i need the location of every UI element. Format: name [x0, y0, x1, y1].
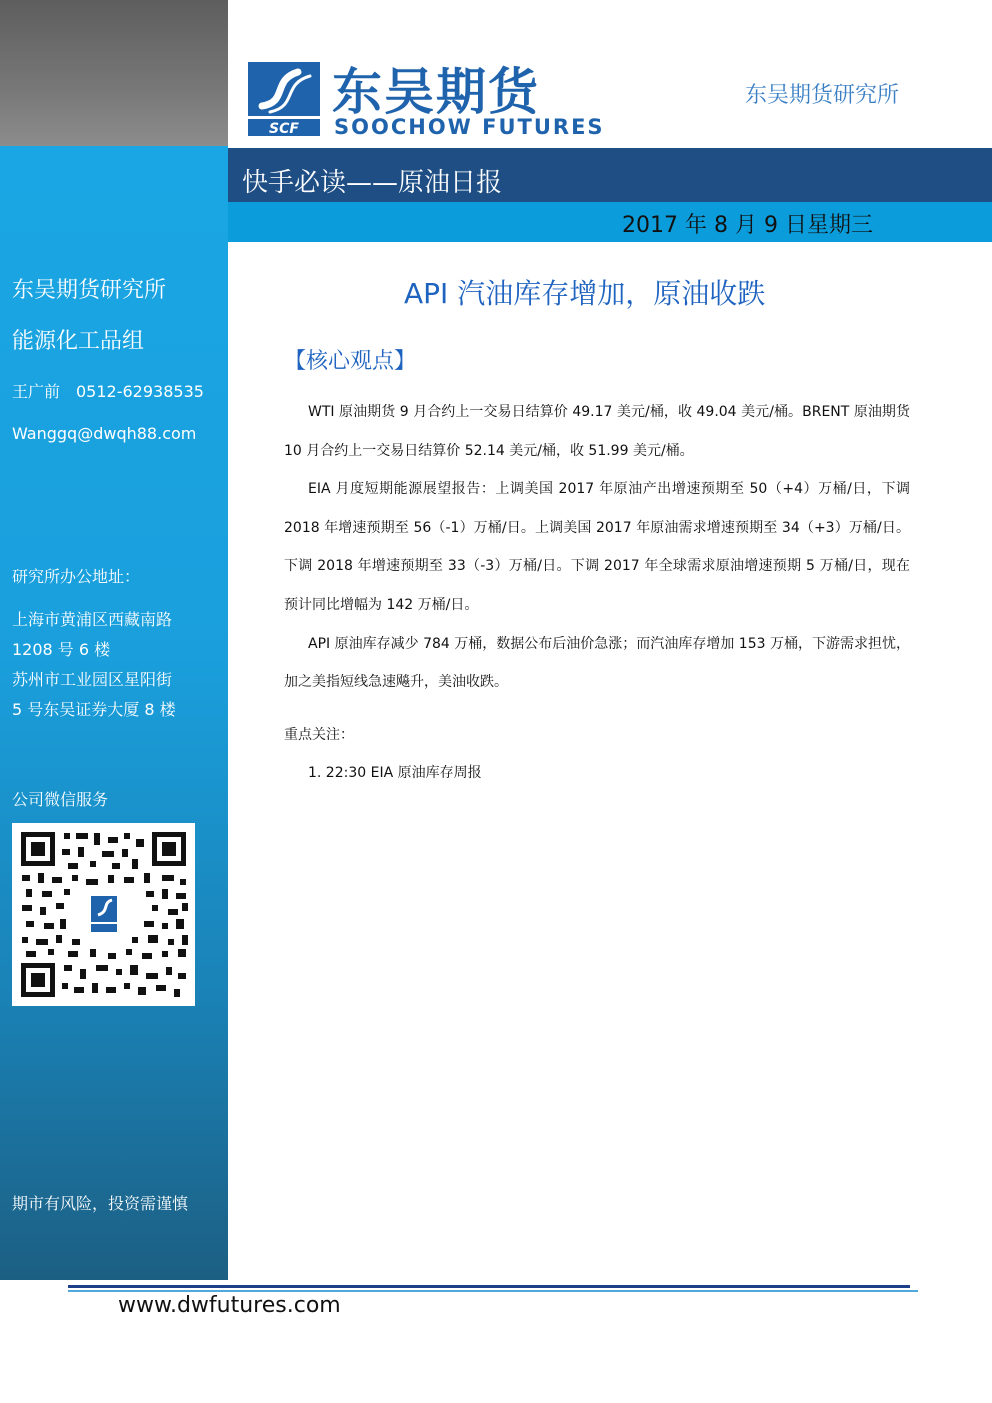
- report-date: 2017 年 8 月 9 日星期三: [622, 213, 873, 238]
- sidebar-top-panel: [0, 0, 228, 146]
- logo-mark-text: SCF: [269, 121, 299, 136]
- report-banner: [228, 148, 992, 202]
- focus-label: 重点关注：: [284, 727, 354, 743]
- company-logo-mark: [248, 62, 320, 136]
- focus-item: 1. 22:30 EIA 原油库存周报: [308, 765, 482, 781]
- sidebar: [0, 146, 228, 1280]
- sidebar-contact-person: 王广前 0512-62938535: [12, 382, 204, 401]
- article-paragraph: EIA 月度短期能源展望报告：上调美国 2017 年原油产出增速预期至 50（+4）万桶/日，下调 2018 年增速预期至 56（-1）万桶/日。上调美国 2017 年原油需求增速预期至 34（+3）万桶/日。下调 2018 年增速预期至 33（-3）万桶/日。下调 2017 年全球需求原油增速预期 5 万桶/日，现在预计同比增幅为 142 万桶/日。: [284, 481, 910, 613]
- wechat-qr-code: [12, 823, 195, 1006]
- article-title: API 汽油库存增加，原油收跌: [404, 277, 766, 310]
- report-series-title: 快手必读——原油日报: [242, 168, 503, 198]
- sidebar-org: 东吴期货研究所: [12, 278, 167, 303]
- article-paragraph: WTI 原油期货 9 月合约上一交易日结算价 49.17 美元/桶，收 49.04 美元/桶。BRENT 原油期货 10 月合约上一交易日结算价 52.14 美元/桶，收 51.99 美元/桶。: [284, 404, 910, 459]
- section-heading-core-view: 【核心观点】: [284, 349, 417, 374]
- sidebar-group: 能源化工品组: [12, 329, 145, 354]
- sidebar-address-line: 1208 号 6 楼: [12, 640, 111, 659]
- sidebar-wechat-label: 公司微信服务: [12, 790, 109, 809]
- sidebar-address-line: 苏州市工业园区星阳街: [12, 670, 173, 689]
- company-logo-en: SOOCHOW FUTURES: [334, 115, 605, 139]
- footer-website-link[interactable]: www.dwfutures.com: [118, 1293, 341, 1318]
- footer-divider-accent: [68, 1290, 918, 1292]
- sidebar-address-label: 研究所办公地址：: [12, 567, 141, 586]
- risk-notice: 期市有风险，投资需谨慎: [12, 1194, 189, 1213]
- article-paragraph: API 原油库存减少 784 万桶，数据公布后油价急涨；而汽油库存增加 153 万桶，下游需求担忧，加之美指短线急速飚升，美油收跌。: [284, 635, 910, 691]
- sidebar-address-line: 5 号东吴证券大厦 8 楼: [12, 700, 176, 719]
- sidebar-email[interactable]: Wanggq@dwqh88.com: [12, 424, 197, 443]
- sidebar-address-line: 上海市黄浦区西藏南路: [12, 610, 173, 629]
- footer-divider: [68, 1285, 910, 1288]
- header-org-name: 东吴期货研究所: [745, 83, 900, 108]
- date-bar: [228, 202, 992, 242]
- company-logo-cn: 东吴期货: [332, 63, 540, 121]
- article-body: [284, 393, 910, 702]
